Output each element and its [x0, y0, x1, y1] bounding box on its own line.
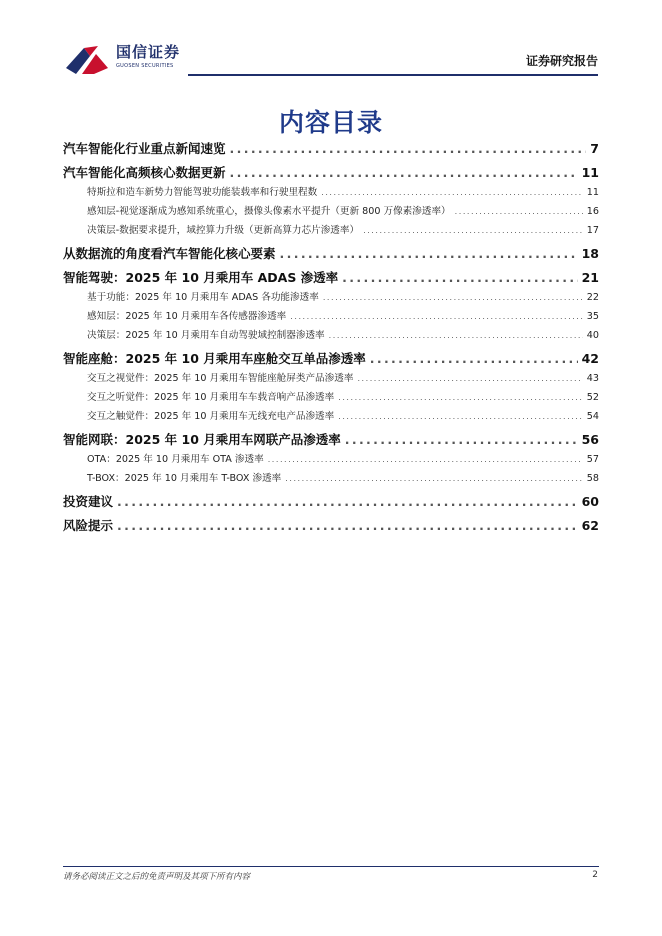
toc-entry-page: 21 [581, 270, 599, 285]
toc-leader-dots [363, 221, 583, 240]
toc-leader-dots [230, 138, 587, 159]
toc-subsection-link[interactable] [63, 288, 599, 307]
toc-subsection-link[interactable] [63, 202, 599, 221]
toc-entry-title: 感知层：2025 年 10 月乘用车各传感器渗透率 [87, 311, 287, 322]
toc-entry-title: 交互之视觉件：2025 年 10 月乘用车智能座舱屏类产品渗透率 [87, 373, 354, 384]
guosen-logo-icon [64, 44, 110, 78]
toc-section-link[interactable] [63, 429, 599, 450]
toc-subsection-link[interactable] [63, 388, 599, 407]
toc-section-link[interactable] [63, 243, 599, 264]
toc-entry-page: 42 [581, 351, 599, 366]
toc-subsection-link[interactable] [63, 326, 599, 345]
brand-block [116, 44, 180, 69]
toc-entry-title: 投资建议 [63, 494, 114, 509]
toc-entry-page: 56 [581, 432, 599, 447]
toc-entry-page: 57 [586, 454, 599, 465]
toc-leader-dots [345, 429, 578, 450]
toc-entry-page: 54 [586, 411, 599, 422]
toc-leader-dots [321, 183, 583, 202]
toc-subsection-link[interactable] [63, 407, 599, 426]
toc-leader-dots [117, 491, 578, 512]
toc-leader-dots [338, 388, 583, 407]
toc-entry-page: 11 [586, 187, 599, 198]
toc-entry-title: 汽车智能化行业重点新闻速览 [63, 141, 226, 156]
toc-entry-title: 智能网联：2025 年 10 月乘用车网联产品渗透率 [63, 432, 341, 447]
toc-entry-page: 62 [581, 518, 599, 533]
toc-entry-title: 基于功能：2025 年 10 月乘用车 ADAS 各功能渗透率 [87, 292, 319, 303]
toc-leader-dots [323, 288, 583, 307]
toc-leader-dots [455, 202, 583, 221]
toc-entry-title: 智能驾驶：2025 年 10 月乘用车 ADAS 渗透率 [63, 270, 339, 285]
toc-leader-dots [268, 450, 583, 469]
toc-leader-dots [280, 243, 578, 264]
page-header [0, 0, 662, 80]
toc-subsection-link[interactable] [63, 469, 599, 488]
toc-entry-page: 17 [586, 225, 599, 236]
toc-entry-title: 决策层-数据要求提升，域控算力升级（更新高算力芯片渗透率） [87, 225, 360, 236]
toc-section-link[interactable] [63, 348, 599, 369]
footer-disclaimer: 请务必阅读正文之后的免责声明及其项下所有内容 [63, 872, 251, 882]
toc-entry-title: 风险提示 [63, 518, 114, 533]
table-of-contents [63, 138, 599, 536]
toc-subsection-link[interactable] [63, 221, 599, 240]
toc-leader-dots [285, 469, 583, 488]
toc-entry-page: 11 [581, 165, 599, 180]
toc-section-link[interactable] [63, 491, 599, 512]
toc-entry-title: 感知层-视觉逐渐成为感知系统重心，摄像头像素水平提升（更新 800 万像素渗透率） [87, 206, 451, 217]
toc-entry-title: 汽车智能化高频核心数据更新 [63, 165, 226, 180]
toc-leader-dots [117, 515, 578, 536]
toc-subsection-link[interactable] [63, 307, 599, 326]
toc-leader-dots [370, 348, 578, 369]
toc-entry-title: 交互之听觉件：2025 年 10 月乘用车车载音响产品渗透率 [87, 392, 335, 403]
toc-entry-page: 18 [581, 246, 599, 261]
toc-entry-page: 40 [586, 330, 599, 341]
toc-subsection-link[interactable] [63, 450, 599, 469]
toc-entry-page: 43 [586, 373, 599, 384]
toc-section-link[interactable] [63, 138, 599, 159]
toc-entry-page: 22 [586, 292, 599, 303]
report-type-label: 证券研究报告 [525, 54, 598, 68]
toc-entry-page: 60 [581, 494, 599, 509]
brand-name-en: GUOSEN SECURITIES [116, 63, 174, 69]
toc-entry-title: 交互之触觉件：2025 年 10 月乘用车无线充电产品渗透率 [87, 411, 335, 422]
toc-leader-dots [338, 407, 583, 426]
toc-leader-dots [342, 267, 577, 288]
toc-entry-title: 决策层：2025 年 10 月乘用车自动驾驶域控制器渗透率 [87, 330, 325, 341]
toc-leader-dots [357, 369, 582, 388]
toc-section-link[interactable] [63, 267, 599, 288]
toc-entry-title: 智能座舱：2025 年 10 月乘用车座舱交互单品渗透率 [63, 351, 366, 366]
toc-title: 内容目录 [278, 108, 383, 137]
toc-leader-dots [230, 162, 578, 183]
toc-entry-page: 7 [590, 141, 599, 156]
toc-entry-page: 58 [586, 473, 599, 484]
toc-section-link[interactable] [63, 515, 599, 536]
toc-leader-dots [290, 307, 583, 326]
footer-divider [63, 866, 599, 867]
toc-entry-page: 35 [586, 311, 599, 322]
toc-section-link[interactable] [63, 162, 599, 183]
toc-entry-page: 52 [586, 392, 599, 403]
toc-entry-title: 特斯拉和造车新势力智能驾驶功能装载率和行驶里程数 [87, 187, 318, 198]
toc-entry-title: OTA：2025 年 10 月乘用车 OTA 渗透率 [87, 454, 264, 465]
toc-entry-page: 16 [586, 206, 599, 217]
toc-leader-dots [329, 326, 583, 345]
toc-entry-title: T-BOX：2025 年 10 月乘用车 T-BOX 渗透率 [87, 473, 282, 484]
toc-entry-title: 从数据流的角度看汽车智能化核心要素 [63, 246, 276, 261]
toc-subsection-link[interactable] [63, 369, 599, 388]
header-divider [188, 74, 598, 76]
brand-name-cn: 国信证券 [116, 43, 181, 61]
page-number: 2 [592, 870, 598, 880]
toc-subsection-link[interactable] [63, 183, 599, 202]
